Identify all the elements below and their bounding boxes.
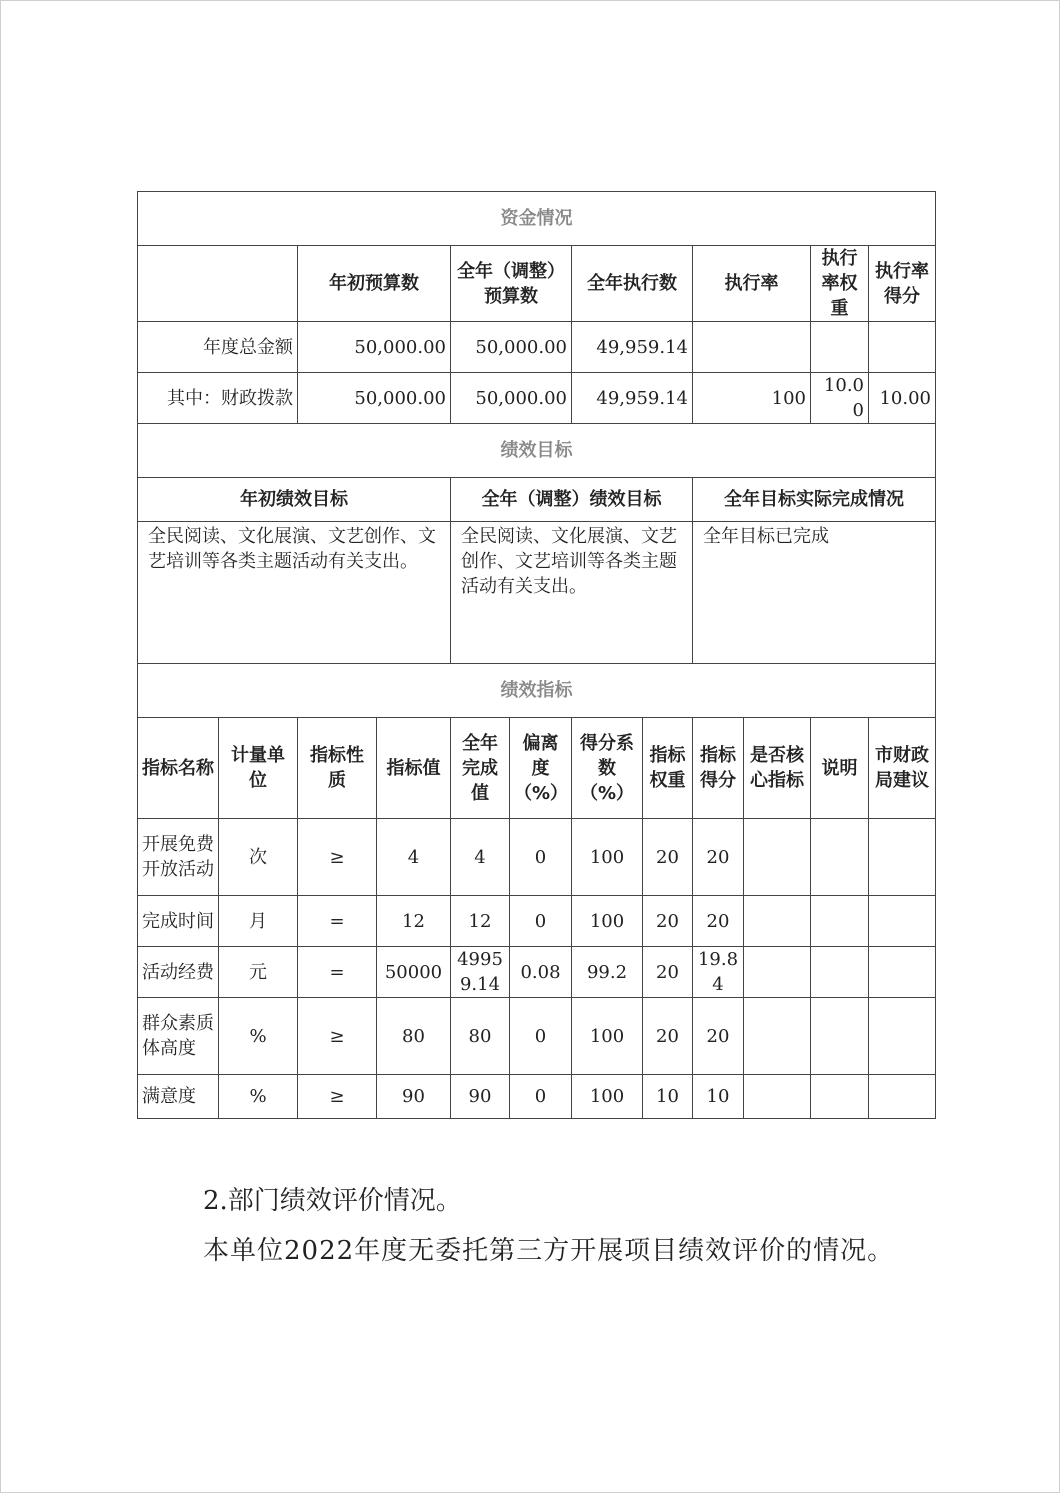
goals-header-initial: 年初绩效目标 (138, 478, 451, 522)
ind-cell-advice (869, 1075, 936, 1119)
ind-cell-score: 10 (693, 1075, 744, 1119)
ind-header-target: 指标值 (377, 718, 451, 819)
ind-cell-deviation: 0 (510, 896, 572, 947)
funds-row-score: 10.00 (869, 373, 936, 424)
ind-cell-actual: 90 (451, 1075, 510, 1119)
funds-header-executed: 全年执行数 (572, 246, 693, 322)
funds-row-adjusted: 50,000.00 (451, 373, 572, 424)
funds-row-executed: 49,959.14 (572, 373, 693, 424)
ind-cell-core (744, 896, 811, 947)
ind-cell-deviation: 0.08 (510, 947, 572, 998)
ind-cell-unit: 次 (219, 819, 298, 896)
funds-header-rate: 执行率 (693, 246, 811, 322)
ind-cell-target: 50000 (377, 947, 451, 998)
ind-cell-target: 4 (377, 819, 451, 896)
ind-cell-coef: 100 (572, 819, 643, 896)
funds-row-budget: 50,000.00 (298, 373, 451, 424)
ind-cell-coef: 100 (572, 896, 643, 947)
ind-cell-nature: ≥ (298, 998, 377, 1075)
ind-cell-actual: 49959.14 (451, 947, 510, 998)
ind-cell-nature: ≥ (298, 819, 377, 896)
funds-row-executed: 49,959.14 (572, 322, 693, 373)
ind-cell-weight: 20 (643, 947, 693, 998)
ind-header-deviation: 偏离度（%） (510, 718, 572, 819)
ind-cell-note (811, 896, 869, 947)
ind-cell-deviation: 0 (510, 1075, 572, 1119)
ind-cell-unit: % (219, 998, 298, 1075)
ind-cell-nature: = (298, 896, 377, 947)
ind-header-advice: 市财政局建议 (869, 718, 936, 819)
ind-cell-core (744, 1075, 811, 1119)
ind-header-weight: 指标权重 (643, 718, 693, 819)
ind-cell-unit: % (219, 1075, 298, 1119)
ind-header-coef: 得分系数（%） (572, 718, 643, 819)
funds-header-score: 执行率得分 (869, 246, 936, 322)
funds-row-adjusted: 50,000.00 (451, 322, 572, 373)
funds-row-weight (811, 322, 869, 373)
goals-actual: 全年目标已完成 (693, 522, 936, 664)
ind-header-name: 指标名称 (138, 718, 219, 819)
ind-cell-core (744, 819, 811, 896)
ind-cell-nature: ≥ (298, 1075, 377, 1119)
section-heading: 2.部门绩效评价情况。 (203, 1186, 462, 1216)
goals-header-adjusted: 全年（调整）绩效目标 (451, 478, 693, 522)
ind-cell-advice (869, 819, 936, 896)
ind-cell-note (811, 947, 869, 998)
funds-section-title: 资金情况 (138, 192, 936, 246)
table-row (138, 1075, 936, 1119)
ind-cell-score: 19.84 (693, 947, 744, 998)
ind-cell-advice (869, 998, 936, 1075)
funds-row-label: 其中：财政拨款 (138, 373, 298, 424)
ind-cell-name: 开展免费开放活动 (138, 819, 219, 896)
ind-cell-target: 12 (377, 896, 451, 947)
ind-cell-weight: 20 (643, 998, 693, 1075)
funds-header-adjusted: 全年（调整）预算数 (451, 246, 572, 322)
ind-cell-core (744, 998, 811, 1075)
ind-cell-advice (869, 896, 936, 947)
ind-header-note: 说明 (811, 718, 869, 819)
ind-cell-name: 群众素质体高度 (138, 998, 219, 1075)
funds-row-weight: 10.00 (811, 373, 869, 424)
ind-cell-note (811, 1075, 869, 1119)
funds-row-rate: 100 (693, 373, 811, 424)
indicators-section-title: 绩效指标 (138, 664, 936, 718)
table-row (138, 896, 936, 947)
ind-cell-target: 80 (377, 998, 451, 1075)
ind-cell-actual: 80 (451, 998, 510, 1075)
ind-cell-score: 20 (693, 819, 744, 896)
goals-header-actual: 全年目标实际完成情况 (693, 478, 936, 522)
funds-row-label: 年度总金额 (138, 322, 298, 373)
ind-cell-score: 20 (693, 896, 744, 947)
performance-table (137, 191, 936, 1119)
table-row (138, 947, 936, 998)
ind-cell-weight: 10 (643, 1075, 693, 1119)
ind-header-unit: 计量单位 (219, 718, 298, 819)
ind-cell-coef: 100 (572, 998, 643, 1075)
ind-header-nature: 指标性质 (298, 718, 377, 819)
ind-cell-note (811, 998, 869, 1075)
ind-cell-weight: 20 (643, 819, 693, 896)
funds-row-rate (693, 322, 811, 373)
ind-cell-deviation: 0 (510, 998, 572, 1075)
ind-cell-unit: 月 (219, 896, 298, 947)
ind-header-score: 指标得分 (693, 718, 744, 819)
ind-cell-note (811, 819, 869, 896)
table-row (138, 819, 936, 896)
funds-header-weight: 执行率权重 (811, 246, 869, 322)
funds-header-budget: 年初预算数 (298, 246, 451, 322)
ind-cell-weight: 20 (643, 896, 693, 947)
ind-cell-target: 90 (377, 1075, 451, 1119)
ind-cell-actual: 12 (451, 896, 510, 947)
funds-row-score (869, 322, 936, 373)
ind-cell-deviation: 0 (510, 819, 572, 896)
goals-section-title: 绩效目标 (138, 424, 936, 478)
ind-cell-unit: 元 (219, 947, 298, 998)
funds-header-blank (138, 246, 298, 322)
table-row (138, 998, 936, 1075)
ind-cell-actual: 4 (451, 819, 510, 896)
ind-cell-coef: 100 (572, 1075, 643, 1119)
ind-cell-name: 完成时间 (138, 896, 219, 947)
goals-initial: 全民阅读、文化展演、文艺创作、文艺培训等各类主题活动有关支出。 (138, 522, 451, 664)
ind-cell-score: 20 (693, 998, 744, 1075)
ind-cell-name: 活动经费 (138, 947, 219, 998)
ind-header-core: 是否核心指标 (744, 718, 811, 819)
body-paragraph: 本单位2022年度无委托第三方开展项目绩效评价的情况。 (203, 1236, 895, 1266)
ind-cell-advice (869, 947, 936, 998)
ind-cell-name: 满意度 (138, 1075, 219, 1119)
goals-adjusted: 全民阅读、文化展演、文艺创作、文艺培训等各类主题活动有关支出。 (451, 522, 693, 664)
ind-header-actual: 全年完成值 (451, 718, 510, 819)
ind-cell-core (744, 947, 811, 998)
funds-row-budget: 50,000.00 (298, 322, 451, 373)
ind-cell-coef: 99.2 (572, 947, 643, 998)
ind-cell-nature: = (298, 947, 377, 998)
